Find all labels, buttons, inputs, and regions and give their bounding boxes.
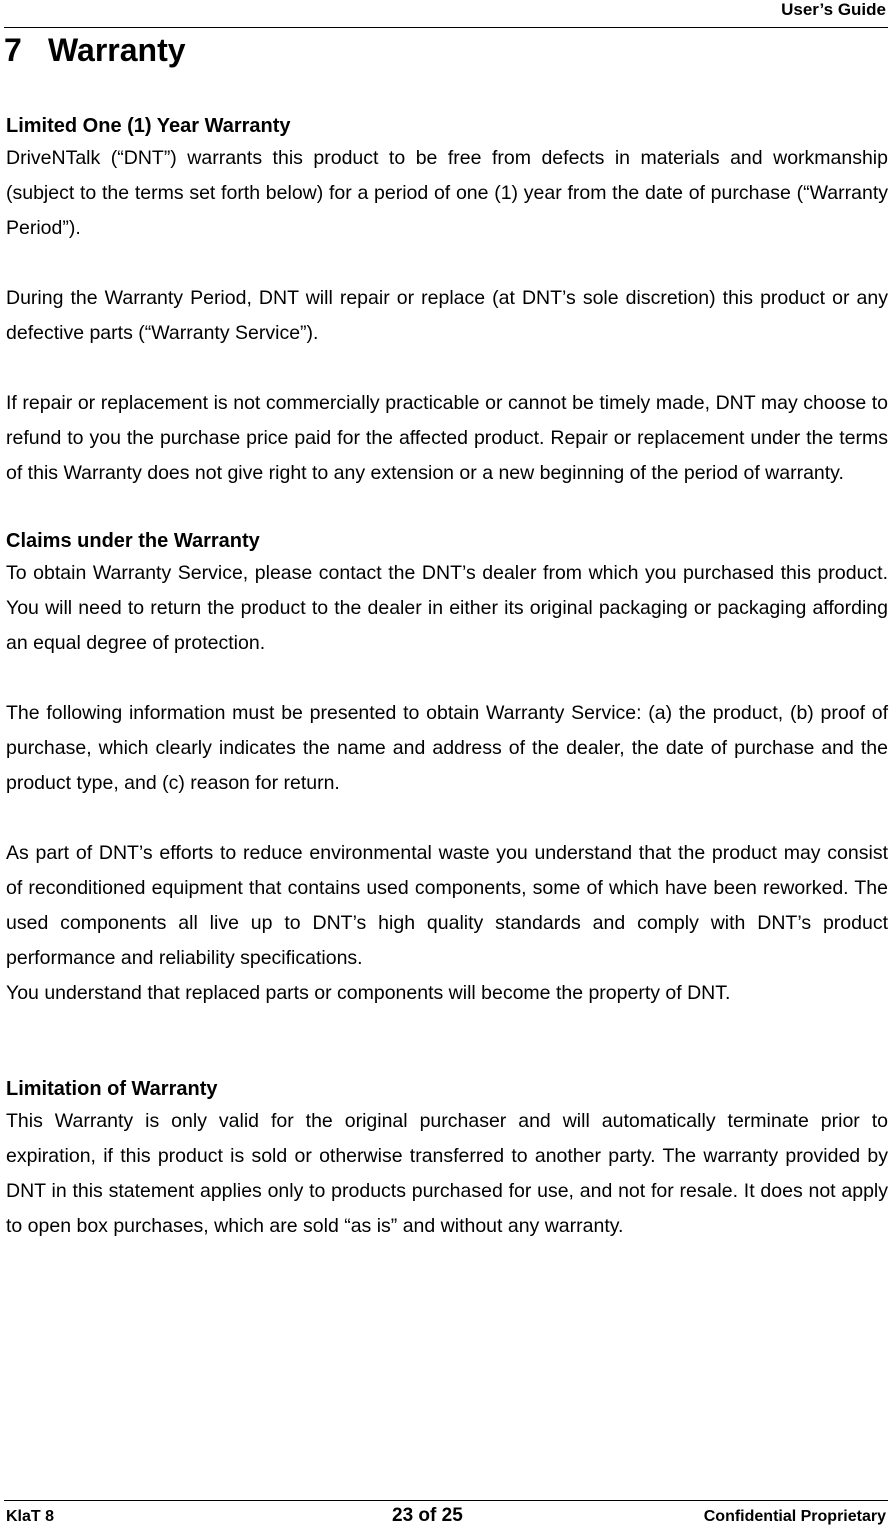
document-body bbox=[6, 111, 888, 1244]
paragraph: If repair or replacement is not commercially practicable or cannot be timely made, DNT may choose to refund to you the purchase price paid for the affected product. Repair or replacement under the terms of this Warranty does not give right to any extension or a new beginning of the period of warranty. bbox=[6, 392, 888, 484]
paragraph: As part of DNT’s efforts to reduce environmental waste you understand that the product may consist of reconditioned equipment that contains used components, some of which have been reworked. The used components all live up to DNT’s high quality standards and comply with DNT’s product performance and reliability specifications. bbox=[6, 842, 888, 969]
footer-divider bbox=[4, 1500, 888, 1501]
paragraph: This Warranty is only valid for the original purchaser and will automatically terminate prior to expiration, if this product is sold or otherwise transferred to another party. The warranty provided by DNT in this statement applies only to products purchased for use, and not for resale. It does not apply to open box purchases, which are sold “as is” and without any warranty. bbox=[6, 1110, 888, 1237]
chapter-title-text: Warranty bbox=[48, 32, 186, 68]
chapter-number: 7 bbox=[4, 32, 22, 68]
section-heading-claims: Claims under the Warranty bbox=[6, 530, 260, 552]
paragraph: To obtain Warranty Service, please contact the DNT’s dealer from which you purchased this product. You will need to return the product to the dealer in either its original packaging or packaging affording an equal degree of protection. bbox=[6, 562, 888, 654]
header-divider bbox=[4, 27, 888, 28]
chapter-title bbox=[4, 31, 186, 69]
paragraph: You understand that replaced parts or components will become the property of DNT. bbox=[6, 982, 731, 1004]
page-number: 23 of 25 bbox=[392, 1505, 463, 1526]
section-heading-limited-warranty: Limited One (1) Year Warranty bbox=[6, 115, 291, 137]
paragraph: The following information must be presented to obtain Warranty Service: (a) the product, (b) proof of purchase, which clearly indicates the name and address of the dealer, the date of purchase and the product type, and (c) reason for return. bbox=[6, 702, 888, 794]
paragraph: DriveNTalk (“DNT”) warrants this product to be free from defects in materials and workmanship (subject to the terms set forth below) for a period of one (1) year from the date of purchase (“Warranty Period”). bbox=[6, 147, 888, 239]
header-title: User’s Guide bbox=[781, 0, 886, 19]
footer-document-name: KlaT 8 bbox=[6, 1508, 55, 1525]
footer-confidentiality: Confidential Proprietary bbox=[703, 1508, 886, 1525]
section-heading-limitation: Limitation of Warranty bbox=[6, 1078, 218, 1100]
paragraph: During the Warranty Period, DNT will repair or replace (at DNT’s sole discretion) this product or any defective parts (“Warranty Service”). bbox=[6, 287, 888, 344]
